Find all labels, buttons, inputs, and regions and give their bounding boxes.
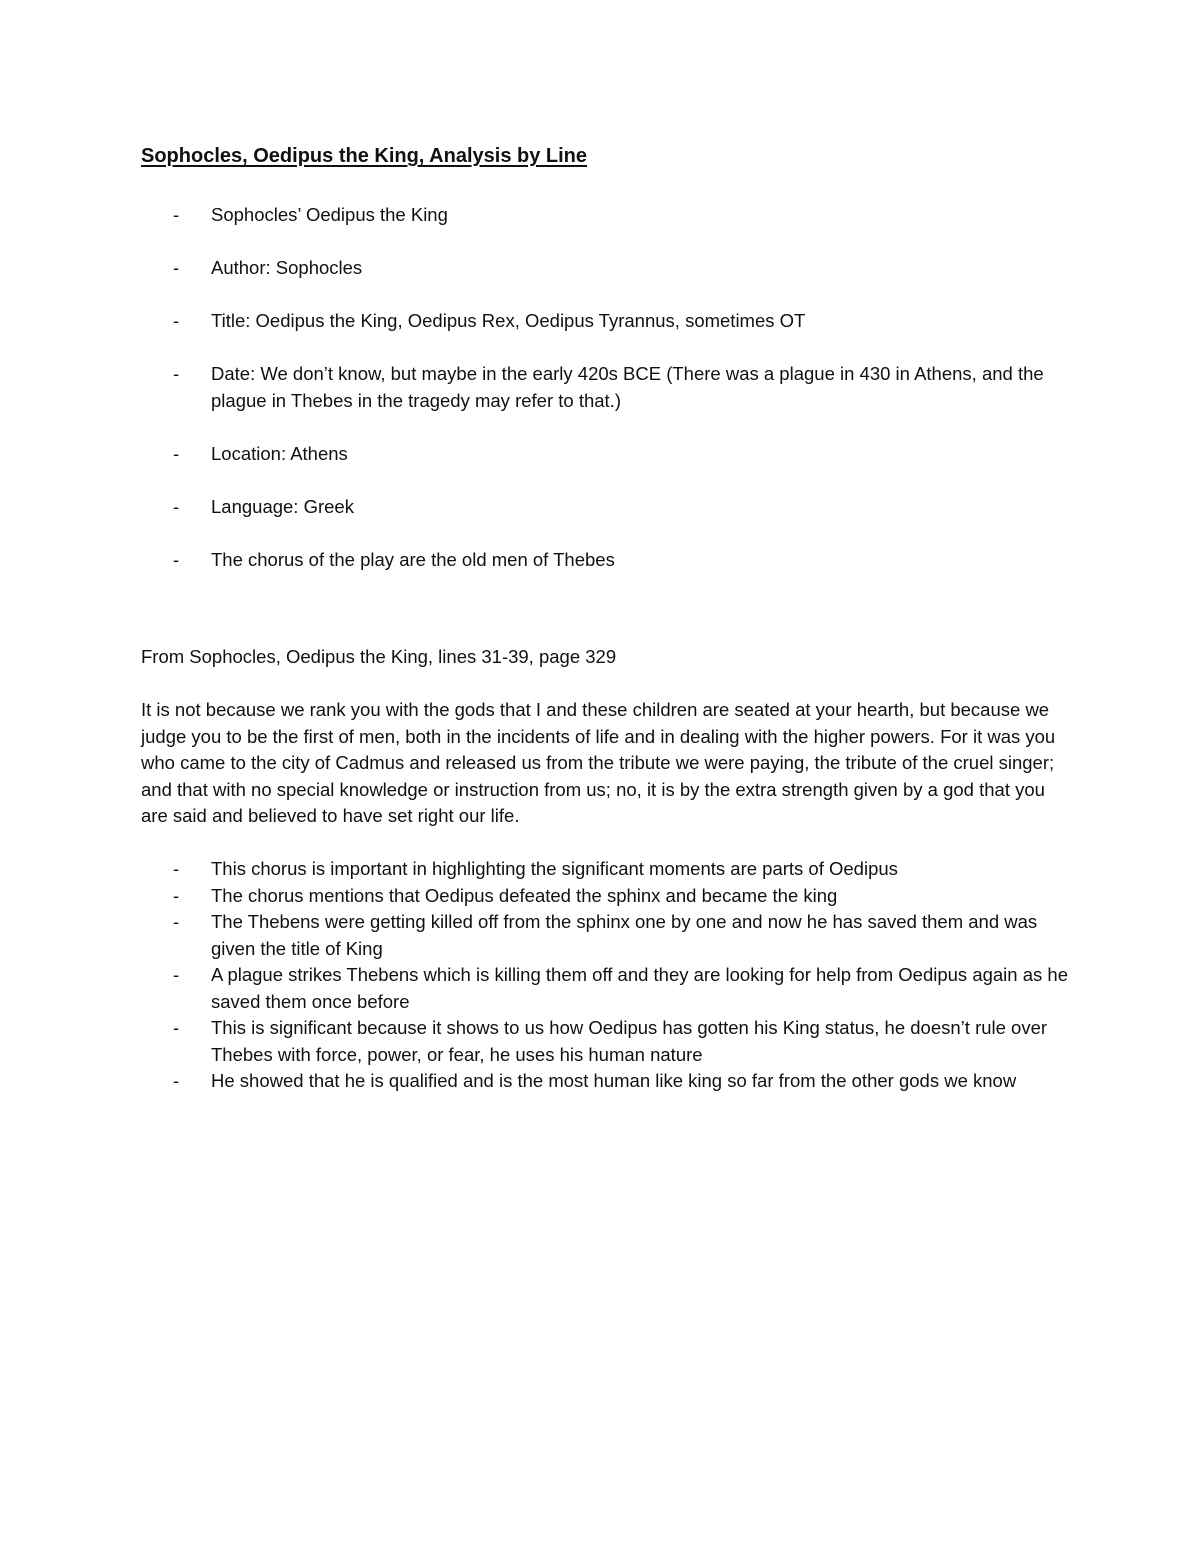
bullet-dash: - — [173, 548, 180, 570]
bullet-dash: - — [173, 310, 180, 331]
info-item-text: Sophocles’ Oedipus the King — [211, 204, 448, 225]
bullet-dash: - — [173, 363, 180, 384]
info-item-title — [0, 308, 1071, 335]
analysis-item — [0, 962, 1071, 1015]
analysis-list — [0, 856, 1071, 1095]
analysis-item-text: He showed that he is qualified and is the most human like king so far from the other gods we know — [211, 1070, 1017, 1091]
info-item-date — [0, 361, 1071, 414]
analysis-item — [0, 1015, 1071, 1068]
quote-paragraph: It is not because we rank you with the gods that I and these children are seated at your hearth, but because we judge you to be the first of men, both in the incidents of life and in dealing with the higher powers. For it was you who came to the city of Cadmus and released us from the tribute we were paying, the tribute of the cruel singer; and that with no special knowledge or instruction from us; no, it is by the extra strength given by a god that you are said and believed to have set right our life. — [141, 699, 1056, 826]
bullet-dash: - — [173, 964, 180, 985]
analysis-item-text: This chorus is important in highlighting the significant moments are parts of Oedipus — [211, 858, 898, 879]
bullet-dash: - — [173, 884, 180, 906]
analysis-item — [0, 856, 1071, 883]
bullet-dash: - — [173, 442, 180, 464]
source-citation: From Sophocles, Oedipus the King, lines 31-39, page 329 — [141, 646, 617, 667]
bullet-dash: - — [173, 204, 180, 225]
bullet-dash: - — [173, 911, 180, 932]
analysis-item-text: A plague strikes Thebens which is killing them off and they are looking for help from Oedipus again as he saved them once before — [211, 964, 1068, 1012]
info-item-chorus — [0, 547, 1071, 574]
bullet-dash: - — [173, 858, 180, 879]
info-item-work — [0, 202, 1071, 229]
analysis-item-text: This is significant because it shows to us how Oedipus has gotten his King status, he doesn’t rule over Thebes with force, power, or fear, he uses his human nature — [211, 1017, 1048, 1065]
info-list — [0, 202, 1071, 600]
info-item-text: Location: Athens — [211, 442, 348, 464]
info-item-text: Author: Sophocles — [211, 257, 363, 278]
bullet-dash: - — [173, 1017, 180, 1038]
info-item-text: Date: We don’t know, but maybe in the early 420s BCE (There was a plague in 430 in Athens, and the plague in Thebes in the tragedy may refer to that.) — [211, 363, 1044, 411]
info-item-text: Title: Oedipus the King, Oedipus Rex, Oedipus Tyrannus, sometimes OT — [211, 310, 806, 331]
analysis-item — [0, 1068, 1071, 1095]
info-item-text: Language: Greek — [211, 495, 354, 517]
analysis-item-text: The Thebens were getting killed off from the sphinx one by one and now he has saved them and was given the title of King — [211, 911, 1038, 959]
analysis-item-text: The chorus mentions that Oedipus defeated the sphinx and became the king — [211, 884, 838, 906]
analysis-item — [0, 883, 1071, 910]
info-item-language — [0, 494, 1071, 521]
bullet-dash: - — [173, 257, 180, 278]
info-item-location — [0, 441, 1071, 468]
document-title: Sophocles, Oedipus the King, Analysis by Line — [141, 145, 588, 167]
info-item-text: The chorus of the play are the old men of Thebes — [211, 548, 615, 570]
analysis-item — [0, 909, 1071, 962]
bullet-dash: - — [173, 495, 180, 517]
info-item-author — [0, 255, 1071, 282]
bullet-dash: - — [173, 1070, 180, 1091]
